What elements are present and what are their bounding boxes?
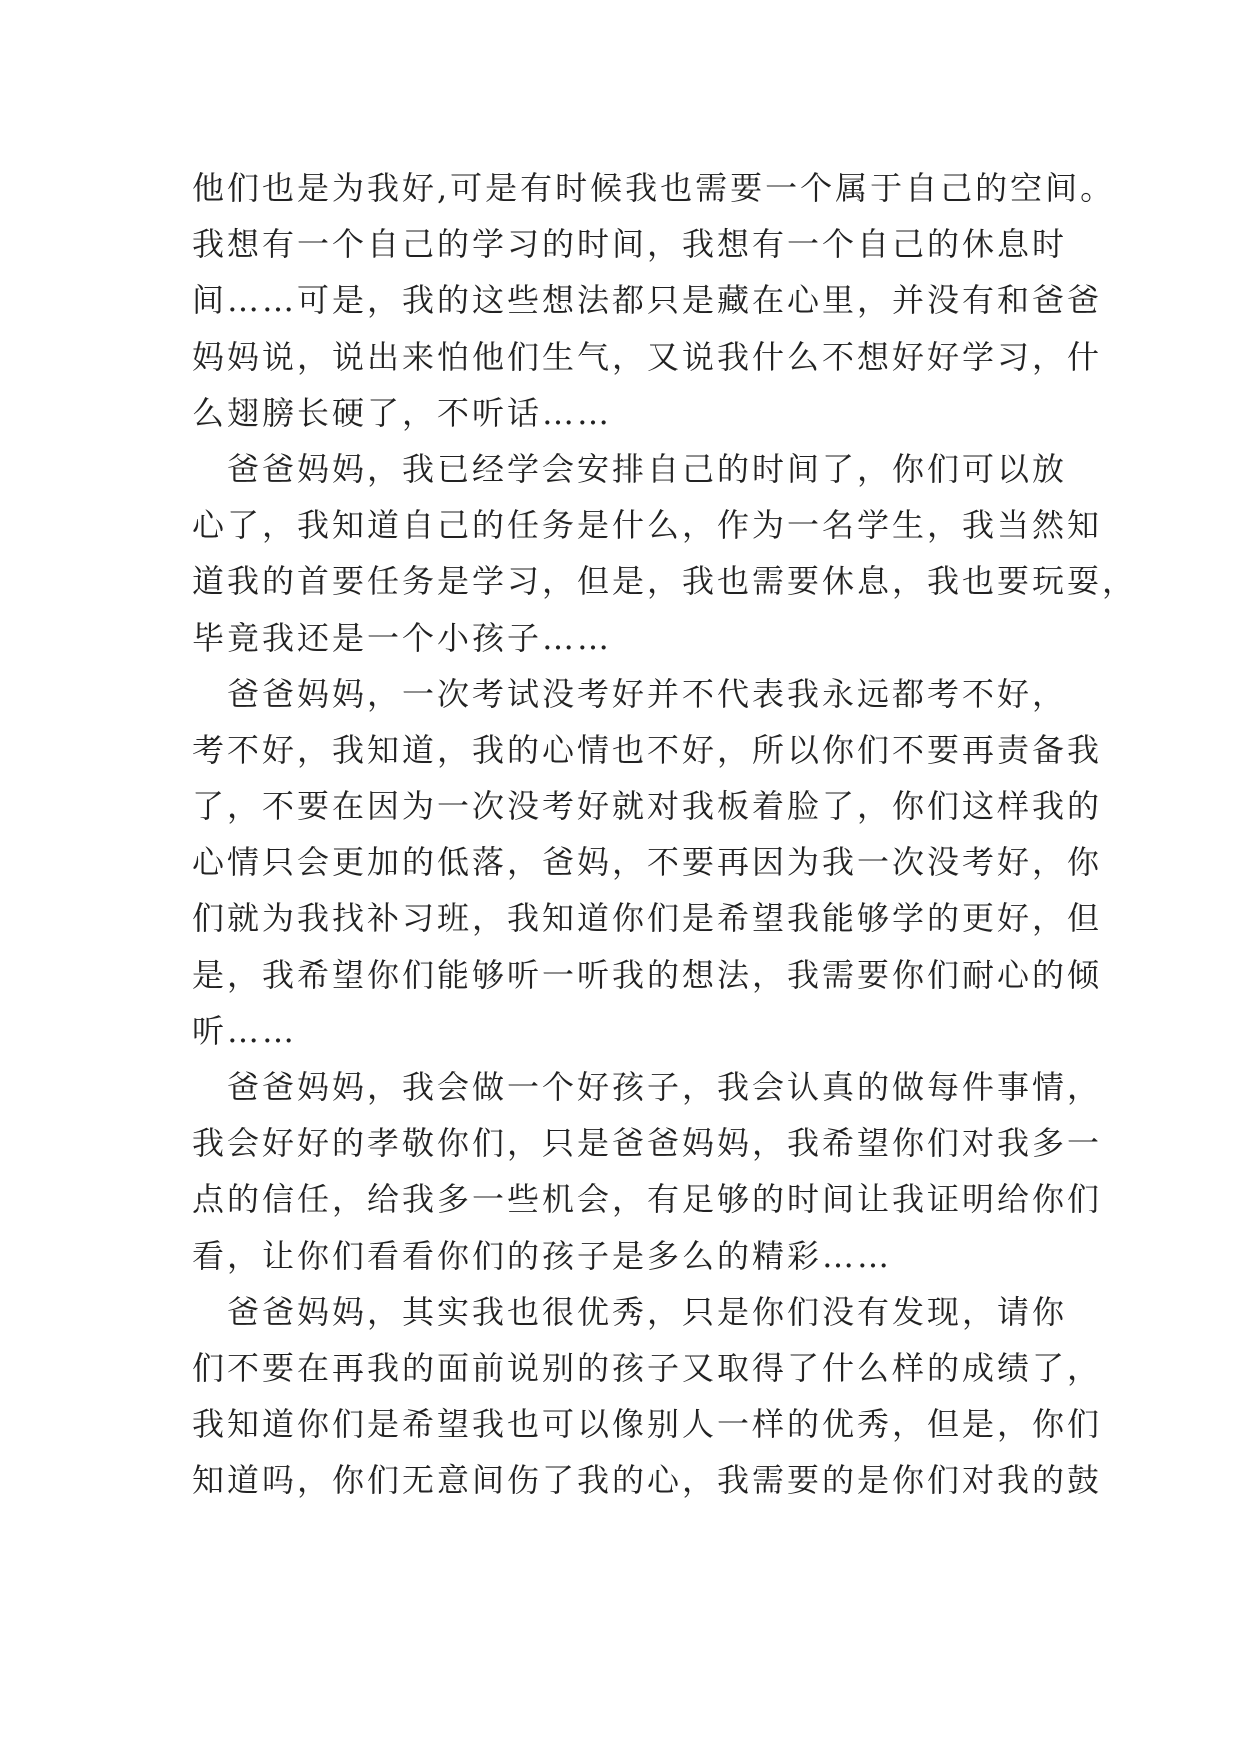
text-line: 心情只会更加的低落，爸妈，不要再因为我一次没考好，你 — [192, 843, 1103, 882]
text-line: 心了，我知道自己的任务是什么，作为一名学生，我当然知 — [192, 506, 1103, 545]
text-line: 我知道你们是希望我也可以像别人一样的优秀，但是，你们 — [192, 1405, 1103, 1444]
text-line: 是，我希望你们能够听一听我的想法，我需要你们耐心的倾 — [192, 955, 1103, 994]
text-line: 道我的首要任务是学习，但是，我也需要休息，我也要玩耍， — [192, 562, 1138, 601]
text-line: 么翅膀长硬了，不听话…… — [192, 393, 613, 432]
text-line: 爸爸妈妈，其实我也很优秀，只是你们没有发现，请你 — [192, 1292, 1068, 1331]
text-line: 看，让你们看看你们的孩子是多么的精彩…… — [192, 1236, 893, 1275]
text-line: 爸爸妈妈，我会做一个好孩子，我会认真的做每件事情， — [192, 1068, 1103, 1106]
text-line: 了，不要在因为一次没考好就对我板着脸了，你们这样我的 — [192, 787, 1103, 826]
text-line: 他们也是为我好,可是有时候我也需要一个属于自己的空间。 — [192, 169, 1116, 207]
text-line: 点的信任，给我多一些机会，有足够的时间让我证明给你们 — [192, 1180, 1103, 1219]
text-line: 听…… — [192, 1011, 298, 1050]
text-line: 们就为我找补习班，我知道你们是希望我能够学的更好，但 — [192, 899, 1103, 938]
document-body — [192, 160, 1138, 1509]
text-line: 毕竟我还是一个小孩子…… — [192, 618, 613, 657]
text-line: 间……可是，我的这些想法都只是藏在心里，并没有和爸爸 — [192, 281, 1103, 320]
text-line: 我想有一个自己的学习的时间，我想有一个自己的休息时 — [192, 225, 1068, 264]
text-line: 考不好，我知道，我的心情也不好，所以你们不要再责备我 — [192, 730, 1103, 769]
text-line: 们不要在再我的面前说别的孩子又取得了什么样的成绩了， — [192, 1348, 1103, 1387]
text-line: 爸爸妈妈，一次考试没考好并不代表我永远都考不好， — [192, 674, 1068, 713]
text-line: 爸爸妈妈，我已经学会安排自己的时间了，你们可以放 — [192, 449, 1068, 488]
text-line: 妈妈说，说出来怕他们生气，又说我什么不想好好学习，什 — [192, 337, 1103, 376]
text-line: 我会好好的孝敬你们，只是爸爸妈妈，我希望你们对我多一 — [192, 1124, 1103, 1163]
text-line: 知道吗，你们无意间伤了我的心，我需要的是你们对我的鼓 — [192, 1461, 1103, 1500]
